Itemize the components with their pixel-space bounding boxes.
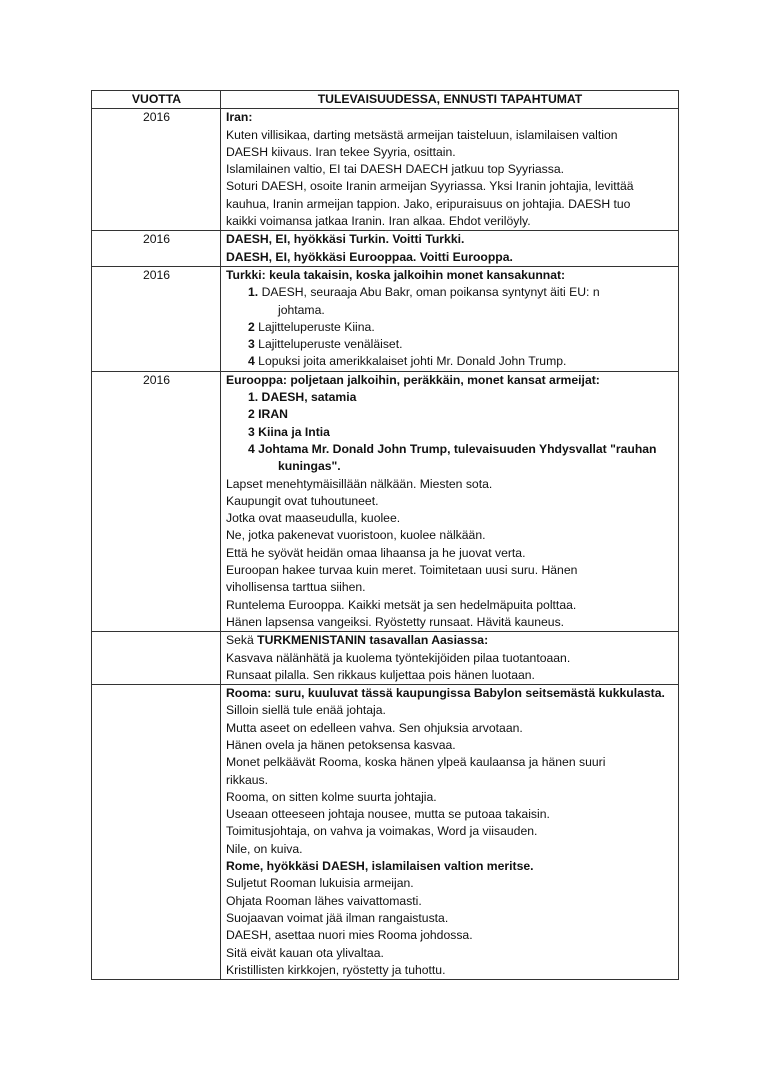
table-row bbox=[92, 371, 679, 631]
text-line: DAESH, EI, hyökkäsi Eurooppaa. Voitti Eurooppa. bbox=[226, 249, 513, 264]
list-text-continuation: johtama. bbox=[278, 302, 325, 317]
table-row bbox=[92, 266, 679, 371]
year-cell bbox=[92, 632, 221, 685]
section-heading: Rooma: suru, kuuluvat tässä kaupungissa Babylon seitsemästä kukkulasta. bbox=[226, 686, 665, 701]
text-line: Soturi DAESH, osoite Iranin armeijan Syyriassa. Yksi Iranin johtajia, levittää bbox=[226, 179, 634, 194]
heading-prefix: Sekä bbox=[226, 633, 258, 648]
text-line: Nile, on kuiva. bbox=[226, 841, 303, 856]
section-heading: Rome, hyökkäsi DAESH, islamilaisen valtion meritse. bbox=[226, 859, 534, 874]
text-line: Toimitusjohtaja, on vahva ja voimakas, Word ja viisauden. bbox=[226, 824, 538, 839]
text-line: Kuten villisikaa, darting metsästä armeijan taisteluun, islamilaisen valtion bbox=[226, 127, 618, 142]
list-item: 2 IRAN bbox=[248, 407, 288, 422]
list-text: Lajitteluperuste Kiina. bbox=[258, 319, 375, 334]
text-line: kauhua, Iranin armeijan tappion. Jako, eripuraisuus on johtajia. DAESH tuo bbox=[226, 196, 631, 211]
text-line: kaikki voimansa jatkaa Iranin. Iran alkaa. Ehdot verilöyly. bbox=[226, 214, 531, 229]
text-line: Monet pelkäävät Rooma, koska hänen ylpeä kaulaansa ja hänen suuri bbox=[226, 755, 606, 770]
list-number: 2 bbox=[248, 319, 255, 334]
prophecy-table bbox=[91, 90, 679, 980]
list-item: 1. DAESH, satamia bbox=[248, 390, 357, 405]
text-line: Ne, jotka pakenevat vuoristoon, kuolee nälkään. bbox=[226, 528, 486, 543]
text-line: Runtelema Eurooppa. Kaikki metsät ja sen hedelmäpuita polttaa. bbox=[226, 597, 577, 612]
year-cell bbox=[92, 685, 221, 980]
list-text-continuation: kuningas". bbox=[278, 459, 341, 474]
text-line: Ohjata Rooman lähes vaivattomasti. bbox=[226, 893, 422, 908]
list-text: 4 Johtama Mr. Donald John Trump, tulevaisuuden Yhdysvallat "rauhan bbox=[248, 441, 657, 456]
text-line: Suojaavan voimat jää ilman rangaistusta. bbox=[226, 910, 449, 925]
text-line: Rooma, on sitten kolme suurta johtajia. bbox=[226, 789, 437, 804]
text-line: DAESH, EI, hyökkäsi Turkin. Voitti Turkki. bbox=[226, 232, 465, 247]
list-text: Lopuksi joita amerikkalaiset johti Mr. Donald John Trump. bbox=[258, 354, 567, 369]
table-row bbox=[92, 632, 679, 685]
section-heading: Turkki: keula takaisin, koska jalkoihin monet kansakunnat: bbox=[226, 267, 566, 282]
section-heading: Iran: bbox=[226, 110, 253, 125]
text-line: Kristillisten kirkkojen, ryöstetty ja tuhottu. bbox=[226, 962, 446, 977]
list-item: 3 Kiina ja Intia bbox=[248, 424, 330, 439]
text-line: Runsaat pilalla. Sen rikkaus kuljettaa pois hänen luotaan. bbox=[226, 667, 535, 682]
text-line: Että he syövät heidän omaa lihaansa ja he juovat verta. bbox=[226, 545, 526, 560]
year-cell: 2016 bbox=[92, 371, 221, 631]
text-line: Hänen lapsensa vangeiksi. Ryöstetty runsaat. Hävitä kauneus. bbox=[226, 614, 565, 629]
text-line: DAESH, asettaa nuori mies Rooma johdossa. bbox=[226, 928, 473, 943]
list-text: Lajitteluperuste venäläiset. bbox=[258, 337, 403, 352]
text-line: Sitä eivät kauan ota ylivaltaa. bbox=[226, 945, 384, 960]
events-cell bbox=[221, 371, 679, 631]
events-cell bbox=[221, 632, 679, 685]
text-line: Kaupungit ovat tuhoutuneet. bbox=[226, 493, 379, 508]
section-heading: Eurooppa: poljetaan jalkoihin, peräkkäin, monet kansat armeijat: bbox=[226, 372, 600, 387]
heading-bold: TURKMENISTANIN tasavallan Aasiassa: bbox=[257, 633, 489, 648]
list-item bbox=[226, 336, 674, 353]
year-cell: 2016 bbox=[92, 231, 221, 267]
events-cell bbox=[221, 266, 679, 371]
text-line: Jotka ovat maaseudulla, kuolee. bbox=[226, 511, 401, 526]
text-line: DAESH kiivaus. Iran tekee Syyria, osittain. bbox=[226, 144, 456, 159]
year-cell: 2016 bbox=[92, 266, 221, 371]
table-row bbox=[92, 109, 679, 231]
list-item bbox=[226, 441, 674, 476]
list-text: DAESH, seuraaja Abu Bakr, oman poikansa syntynyt äiti EU: n bbox=[261, 285, 600, 300]
section-heading bbox=[226, 632, 674, 649]
text-line: Suljetut Rooman lukuisia armeijan. bbox=[226, 876, 414, 891]
text-line: Lapset menehtymäisillään nälkään. Miesten sota. bbox=[226, 476, 493, 491]
list-number: 1. bbox=[248, 285, 259, 300]
table-header-row bbox=[92, 91, 679, 109]
list-item bbox=[226, 284, 674, 319]
text-line: rikkaus. bbox=[226, 772, 268, 787]
list-number: 3 bbox=[248, 337, 255, 352]
text-line: vihollisensa tarttua siihen. bbox=[226, 580, 366, 595]
text-line: Islamilainen valtio, EI tai DAESH DAECH jatkuu top Syyriassa. bbox=[226, 162, 564, 177]
column-header-year: VUOTTA bbox=[92, 91, 221, 109]
text-line: Useaan otteeseen johtaja nousee, mutta se putoaa takaisin. bbox=[226, 807, 550, 822]
text-line: Euroopan hakee turvaa kuin meret. Toimitetaan uusi suru. Hänen bbox=[226, 563, 578, 578]
text-line: Kasvava nälänhätä ja kuolema työntekijöiden pilaa tuotantoaan. bbox=[226, 650, 571, 665]
events-cell bbox=[221, 109, 679, 231]
text-line: Silloin siellä tule enää johtaja. bbox=[226, 703, 386, 718]
column-header-events: TULEVAISUUDESSA, ENNUSTI TAPAHTUMAT bbox=[221, 91, 679, 109]
text-line: Mutta aseet on edelleen vahva. Sen ohjuksia arvotaan. bbox=[226, 720, 523, 735]
list-item bbox=[226, 319, 674, 336]
year-cell: 2016 bbox=[92, 109, 221, 231]
table-row bbox=[92, 685, 679, 980]
table-row bbox=[92, 231, 679, 267]
list-item bbox=[226, 353, 674, 370]
events-cell bbox=[221, 685, 679, 980]
events-cell bbox=[221, 231, 679, 267]
text-line: Hänen ovela ja hänen petoksensa kasvaa. bbox=[226, 737, 456, 752]
list-number: 4 bbox=[248, 354, 255, 369]
